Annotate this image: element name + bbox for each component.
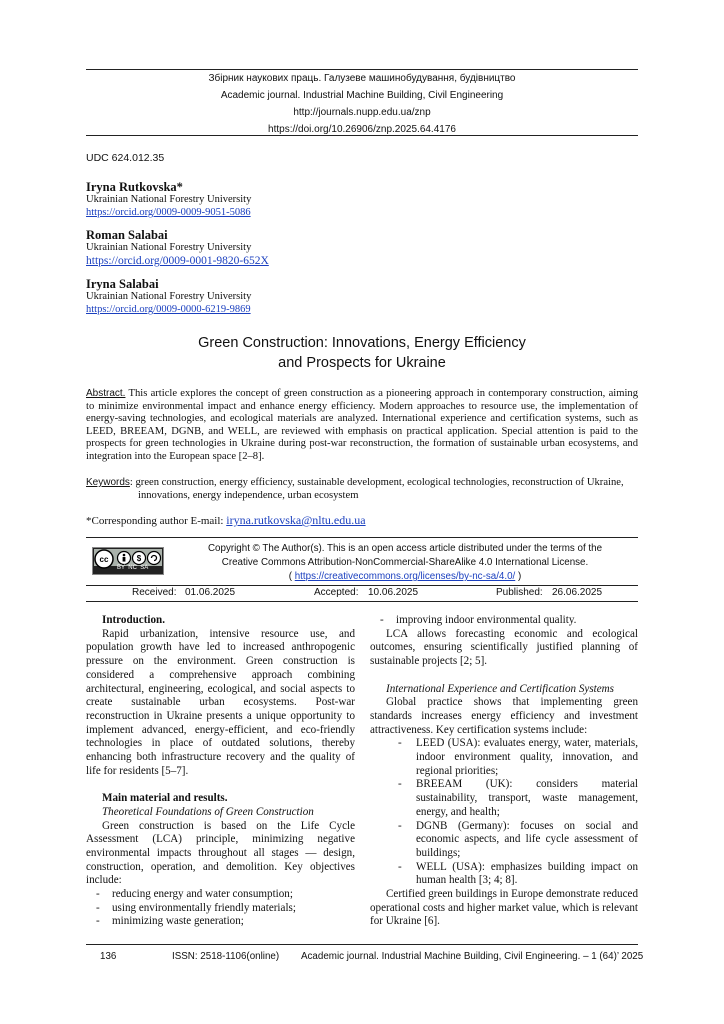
author-name: Roman Salabai [86,228,168,242]
cc-license-badge[interactable] [92,547,164,575]
author-name: Iryna Rutkovska* [86,180,183,194]
list-item: - WELL (USA): emphasizes building impact on human health [3; 4; 8]. [370,861,638,888]
author-affiliation: Ukrainian National Forestry University [86,194,252,205]
international-experience-subheading: International Experience and Certification Systems [386,682,614,695]
abstract-text: This article explores the concept of green construction as a pioneering approach in contemporary construction, aiming to minimize environmental impact and enhance energy efficiency. Modern approaches to resource use, the implementation of energy-saving technologies, and ecological materials are analyzed. International experience and certification systems, such as LEED, BREEAM, DGNB, and WELL, are reviewed with emphasis on practical application. Special attention is paid to the prospects for green technologies in Ukraine during post-war reconstruction, the formation of sustainable urban ecosystems, and integration into the European space [2–8]. [86,388,638,462]
license-text-1: Copyright © The Author(s). This is an open access article distributed under the terms of the [207,543,603,554]
certified-buildings-paragraph: Certified green buildings in Europe demonstrate reduced operational costs and higher market value, which is relevant for Ukraine [6]. [370,888,638,928]
lca-paragraph: Green construction is based on the Life Cycle Assessment (LCA) principle, minimizing negative environmental impacts throughout all stages — design, construction, operation, and demolition. Key objectives include: [86,819,355,887]
list-item: - BREEAM (UK): considers material sustainability, transport, waste management, energy, and health; [370,778,638,819]
objectives-list-continued [370,614,638,628]
author-affiliation: Ukrainian National Forestry University [86,291,252,302]
objectives-list [86,888,355,929]
lca-forecast-paragraph: LCA allows forecasting economic and ecological outcomes, ensuring scientifically justified planning of sustainable projects [2; 5]. [370,627,638,668]
keywords [86,477,638,502]
received-date: 01.06.2025 [185,587,236,598]
footer-issn: ISSN: 2518-1106(online) [172,951,280,962]
article-title-line-2: and Prospects for Ukraine [278,355,446,371]
footer-rule [86,944,638,945]
abstract-label: Abstract. [86,388,126,399]
license-paren-close: ) [515,571,522,582]
footer-journal: Academic journal. Industrial Machine Building, Civil Engineering. – 1 (64)’ 2025 [301,951,644,962]
list-item: - using environmentally friendly materials; [86,902,355,916]
abstract [86,388,638,464]
author-affiliation: Ukrainian National Forestry University [86,242,252,253]
main-material-heading: Main material and results. [102,792,228,805]
published-label: Published: [496,587,543,598]
received-label: Received: [132,587,177,598]
right-column [370,614,638,929]
list-item: - minimizing waste generation; [86,915,355,929]
corresponding-email-link[interactable]: iryna.rutkovska@nltu.edu.ua [226,513,366,527]
cc-badge-text: BY NC SA [117,565,149,571]
license-url-link[interactable]: https://creativecommons.org/licenses/by-nc-sa/4.0/ [294,571,516,582]
keywords-text-1: : green construction, energy efficiency, sustainable development, ecological technologies, reconstruction of Ukraine, [129,477,624,488]
journal-title-en: Academic journal. Industrial Machine Building, Civil Engineering [220,90,504,101]
author-orcid-link[interactable]: https://orcid.org/0009-0000-6219-9869 [86,304,251,315]
left-column [86,614,355,929]
header-bottom-rule [86,135,638,136]
license-top-rule [86,537,638,538]
journal-title-ua: Збірник наукових праць. Галузеве машинобудування, будівництво [208,73,516,84]
theoretical-foundations-subheading: Theoretical Foundations of Green Construction [102,805,314,818]
certification-systems-list [370,737,638,888]
journal-url[interactable]: http://journals.nupp.edu.ua/znp [293,107,431,118]
author-orcid-link[interactable]: https://orcid.org/0009-0009-9051-5086 [86,207,251,218]
author-orcid-link[interactable]: https://orcid.org/0009-0001-9820-652X [86,255,269,267]
global-practice-paragraph: Global practice shows that implementing green standards increases energy efficiency and investment attractiveness. Key certification systems include: [370,696,638,736]
list-item: - improving indoor environmental quality. [370,614,638,628]
license-bottom-rule [86,585,638,586]
corresponding-label: *Corresponding author E-mail: [86,515,227,527]
svg-text:$: $ [136,554,142,563]
udc-code: UDC 624.012.35 [86,152,165,164]
license-paren-open: ( [288,571,295,582]
svg-text:cc: cc [99,555,109,564]
introduction-paragraph: Rapid urbanization, intensive resource use, and population growth have led to increased anthropogenic pressure on the environment. Green construction is considered a comprehensive approach combining architectural, engineering, ecological, and social aspects to create sustainable urban ecosystems. Post-war reconstruction in Ukraine presents a unique opportunity to implement advanced, energy-efficient, and eco-friendly technologies in place of outdated solutions, thereby enhancing both infrastructure recovery and the quality of life for residents [5–7]. [86,627,355,777]
keywords-text-2: innovations, energy independence, urban ecosystem [138,489,359,501]
keywords-label: Keywords [86,477,130,488]
article-title-line-1: Green Construction: Innovations, Energy Efficiency [198,335,526,351]
license-text-2: Creative Commons Attribution-NonCommercial-ShareAlike 4.0 International License. [221,557,589,568]
list-item: - LEED (USA): evaluates energy, water, materials, indoor environment quality, innovation, and regional priorities; [370,737,638,778]
page-number: 136 [100,951,117,962]
list-item: - DGNB (Germany): focuses on social and economic aspects, and life cycle assessment of buildings; [370,820,638,861]
article-doi[interactable]: https://doi.org/10.26906/znp.2025.64.4176 [268,124,456,135]
accepted-label: Accepted: [314,587,359,598]
list-item: - reducing energy and water consumption; [86,888,355,902]
published-date: 26.06.2025 [552,587,603,598]
author-name: Iryna Salabai [86,277,159,291]
dates-bottom-rule [86,601,638,602]
accepted-date: 10.06.2025 [368,587,419,598]
introduction-heading: Introduction. [102,614,165,626]
corresponding-author [86,513,366,528]
license-text-3 [205,571,605,582]
